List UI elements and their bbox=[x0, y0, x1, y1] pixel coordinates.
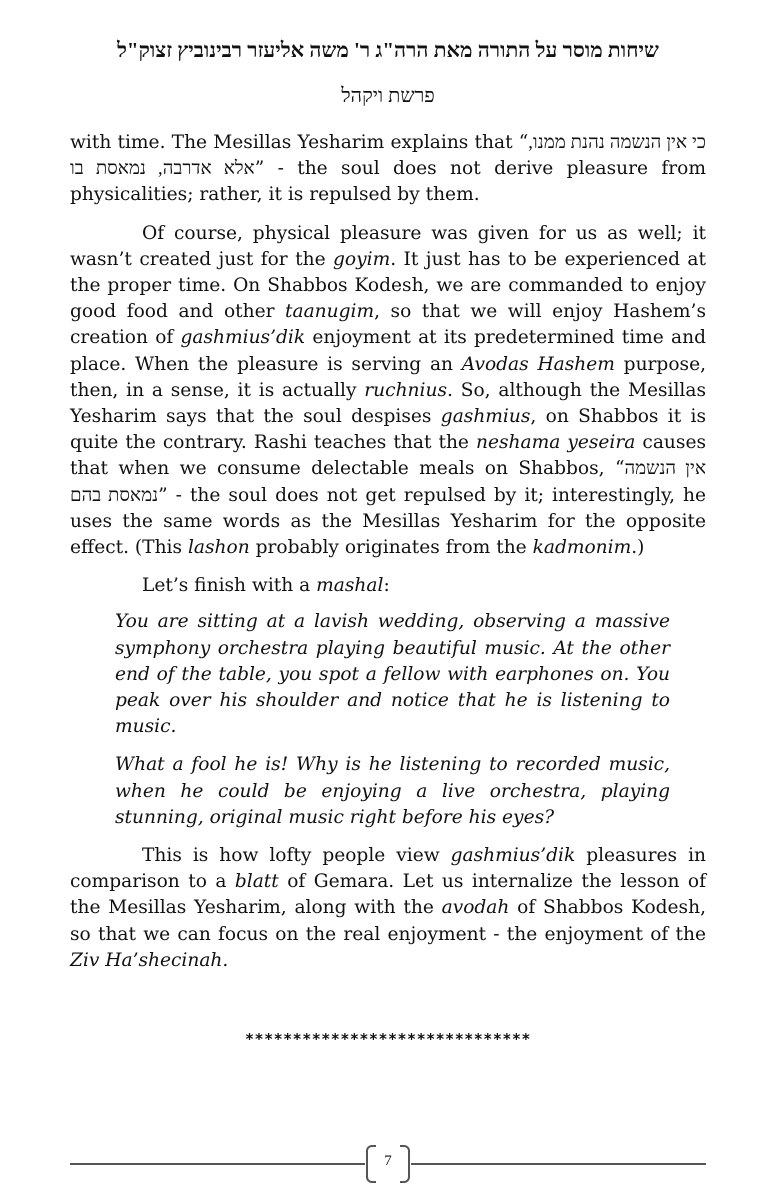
footer-rule-left bbox=[70, 1163, 365, 1165]
footer-rule-right bbox=[411, 1163, 706, 1165]
page-number: 7 bbox=[384, 1153, 392, 1169]
section-divider: ****************************** bbox=[245, 1030, 531, 1048]
mashal-quote-1: You are sitting at a lavish wedding, observing a massive symphony orchestra playing beautiful music. At the other end of the table, you spot a fellow with earphones on. You peak over his shoulder and notice that he is listening to music. bbox=[115, 611, 670, 738]
paragraph-2: Of course, physical pleasure was given for us as well; it wasn’t created just for the goyim. It just has to be experienced at the proper time. On Shabbos Kodesh, we are commanded to enjoy good food and other taanugim, so that we will enjoy Hashem’s creation of gashmius’dik enjoyment at its predetermined time and place. When the pleasure is serving an Avodas Hashem purpose, then, in a sense, it is actually ruchnius. So, although the Mesillas Yesharim says that the soul despises gashmius, on Shabbos it is quite the contrary. Rashi teaches that the neshama yeseira causes that when we consume delectable meals on Shabbos, “אין הנשמה נמאסת בהם” - the soul does not get repulsed by it; interestingly, he uses the same words as the Mesillas Yesharim for the opposite effect. (This lashon probably originates from the kadmonim.) bbox=[70, 222, 707, 559]
paragraph-4: This is how lofty people view gashmius’dik pleasures in comparison to a blatt of Gemara. Let us internalize the lesson of the Mesillas Yesharim, along with the avodah of Shabbos Kodesh, so that we can focus on the real enjoyment - the enjoyment of the Ziv Ha’shecinah. bbox=[70, 845, 706, 971]
page-number-box bbox=[366, 1145, 410, 1181]
body-text bbox=[70, 130, 706, 974]
mashal-quote-2: What a fool he is! Why is he listening to recorded music, when he could be enjoying a live orchestra, playing stunning, original music right before his eyes? bbox=[115, 754, 670, 828]
paragraph-3: Let’s finish with a mashal: bbox=[142, 575, 390, 597]
hebrew-quote: כי אין הנשמה נהנת ממנו, אלא אדרבה, נמאסת בו bbox=[70, 132, 706, 180]
running-header-title: שיחות מוסר על התורה מאת הרה"ג ר' משה אליעזר רבינוביץ זצוק"ל bbox=[117, 38, 659, 62]
hebrew-quote: אין הנשמה נמאסת בהם bbox=[70, 458, 706, 506]
paragraph-1: with time. The Mesillas Yesharim explains that “כי אין הנשמה נהנת ממנו, אלא אדרבה, נמאסת בו” - the soul does not derive pleasure from physicalities; rather, it is repulsed by them. bbox=[70, 132, 706, 206]
running-header-parsha: פרשת ויקהל bbox=[341, 85, 435, 107]
